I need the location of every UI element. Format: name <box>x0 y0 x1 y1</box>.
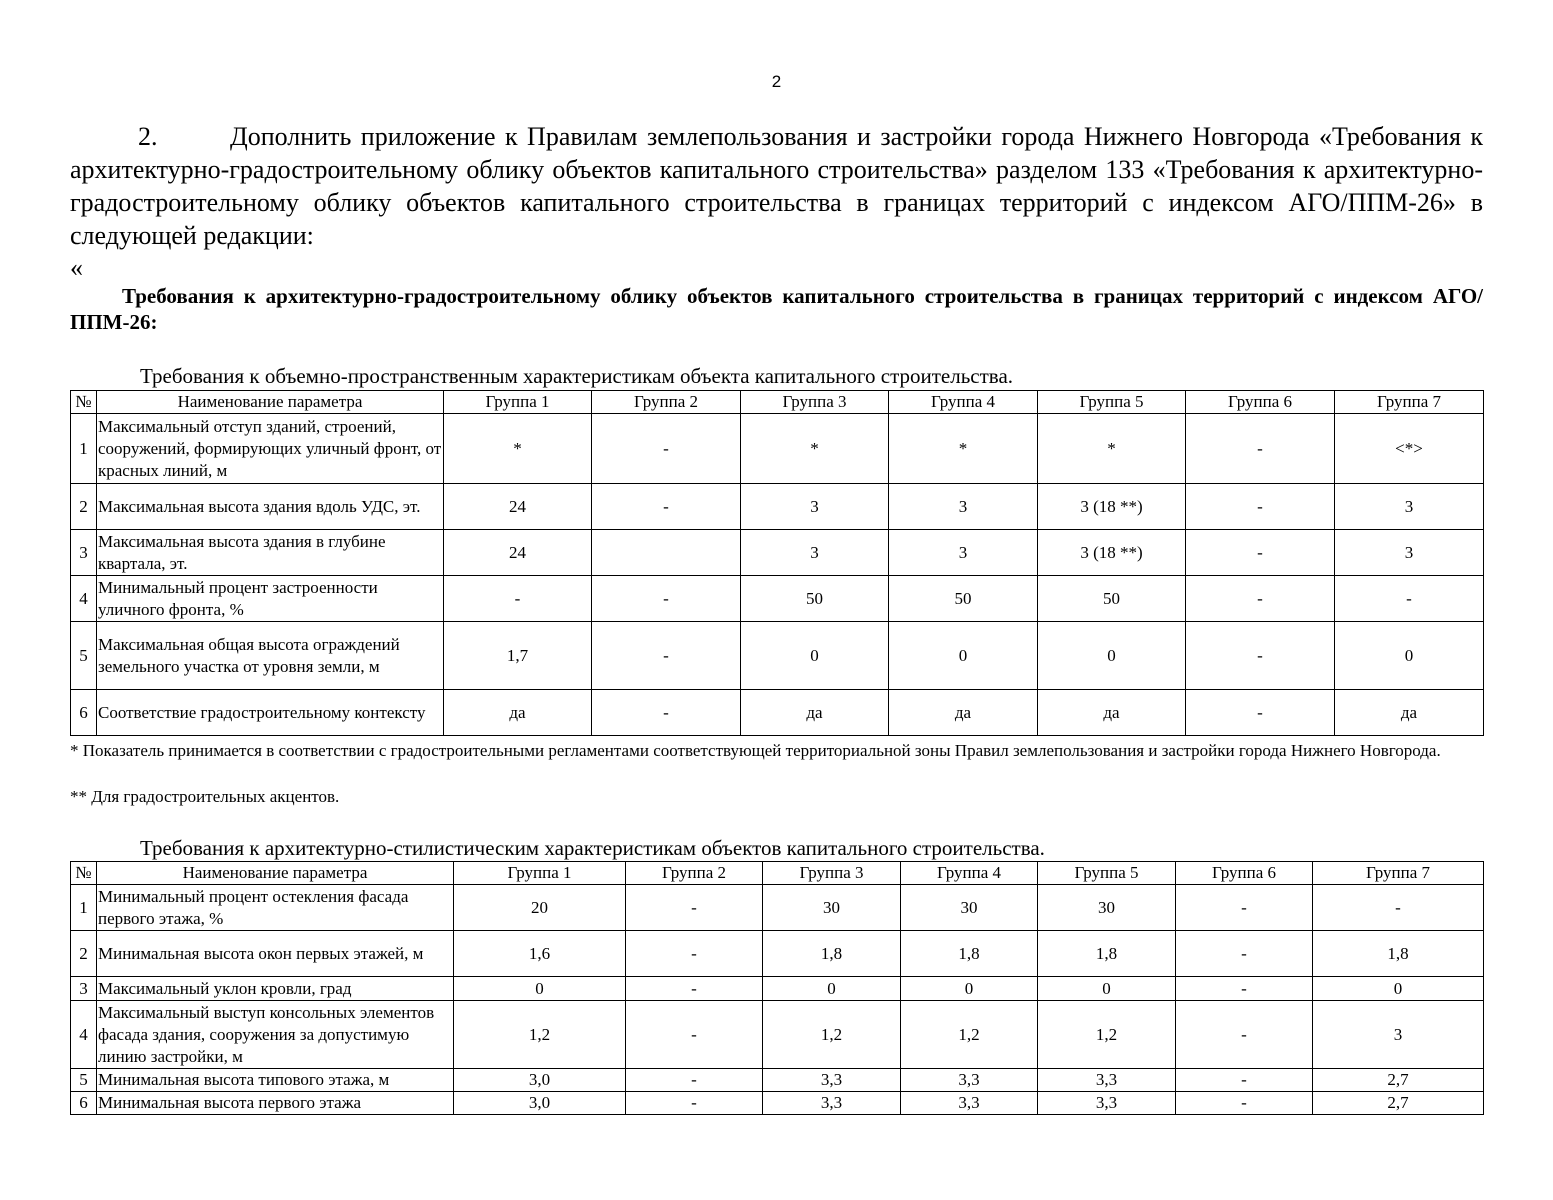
group6-value: - <box>1186 576 1335 622</box>
group5-value: 50 <box>1038 576 1186 622</box>
group1-value: 20 <box>454 885 626 931</box>
table1-volume-spatial <box>70 390 1484 736</box>
parameter-name: Максимальный отступ зданий, строений, сооружений, формирующих уличный фронт, от красных линий, м <box>97 414 444 484</box>
row-number: 2 <box>71 931 97 977</box>
table1-caption: Требования к объемно-пространственным характеристикам объекта капитального строительства. <box>140 364 1014 388</box>
group4-value: 0 <box>901 977 1038 1001</box>
group2-value: - <box>626 1092 763 1115</box>
table1-col-group1: Группа 1 <box>444 391 592 414</box>
opening-quote: « <box>70 253 83 282</box>
table1-header-row <box>71 391 1484 414</box>
group4-value: 1,2 <box>901 1001 1038 1069</box>
group1-value: 1,2 <box>454 1001 626 1069</box>
row-number: 4 <box>71 576 97 622</box>
table1-col-group2: Группа 2 <box>592 391 741 414</box>
footnote-double-star: ** Для градостроительных акцентов. <box>70 787 340 806</box>
row-number: 5 <box>71 622 97 690</box>
group2-value: - <box>592 622 741 690</box>
group7-value: 0 <box>1313 977 1484 1001</box>
group3-value: * <box>741 414 889 484</box>
group3-value: 50 <box>741 576 889 622</box>
group2-value: - <box>626 1001 763 1069</box>
row-number: 4 <box>71 1001 97 1069</box>
group3-value: 3 <box>741 530 889 576</box>
group1-value: 24 <box>444 484 592 530</box>
group7-value: 2,7 <box>1313 1092 1484 1115</box>
group5-value: да <box>1038 690 1186 736</box>
table-row <box>71 622 1484 690</box>
group7-value: - <box>1313 885 1484 931</box>
group7-value: 2,7 <box>1313 1069 1484 1092</box>
group3-value: 1,8 <box>763 931 901 977</box>
group1-value: - <box>444 576 592 622</box>
group2-value: - <box>626 931 763 977</box>
group4-value: 50 <box>889 576 1038 622</box>
group4-value: * <box>889 414 1038 484</box>
group4-value: 3 <box>889 530 1038 576</box>
group7-value: - <box>1335 576 1484 622</box>
group5-value: 3,3 <box>1038 1069 1176 1092</box>
table-row <box>71 1092 1484 1115</box>
row-number: 1 <box>71 885 97 931</box>
group4-value: 30 <box>901 885 1038 931</box>
parameter-name: Минимальная высота первого этажа <box>97 1092 454 1115</box>
parameter-name: Минимальная высота типового этажа, м <box>97 1069 454 1092</box>
row-number: 3 <box>71 530 97 576</box>
table1-col-group5: Группа 5 <box>1038 391 1186 414</box>
group7-value: <*> <box>1335 414 1484 484</box>
group5-value: 3 (18 **) <box>1038 484 1186 530</box>
group6-value: - <box>1176 977 1313 1001</box>
table2-col-group4: Группа 4 <box>901 862 1038 885</box>
group1-value: 0 <box>454 977 626 1001</box>
table-row <box>71 977 1484 1001</box>
intro-paragraph <box>70 120 1483 252</box>
group7-value: 0 <box>1335 622 1484 690</box>
table1-col-group6: Группа 6 <box>1186 391 1335 414</box>
group4-value: 3,3 <box>901 1069 1038 1092</box>
table1-col-group7: Группа 7 <box>1335 391 1484 414</box>
group2-value: - <box>626 977 763 1001</box>
table-row <box>71 1001 1484 1069</box>
group1-value: 3,0 <box>454 1092 626 1115</box>
table2-col-group5: Группа 5 <box>1038 862 1176 885</box>
group6-value: - <box>1186 622 1335 690</box>
group5-value: * <box>1038 414 1186 484</box>
group2-value: - <box>592 576 741 622</box>
group7-value: да <box>1335 690 1484 736</box>
row-number: 1 <box>71 414 97 484</box>
row-number: 6 <box>71 690 97 736</box>
table2-architectural-style <box>70 861 1484 1115</box>
parameter-name: Соответствие градостроительному контексту <box>97 690 444 736</box>
row-number: 2 <box>71 484 97 530</box>
group5-value: 0 <box>1038 977 1176 1001</box>
group4-value: 0 <box>889 622 1038 690</box>
parameter-name: Максимальный выступ консольных элементов фасада здания, сооружения за допустимую линию застройки, м <box>97 1001 454 1069</box>
table-row <box>71 885 1484 931</box>
group1-value: 1,7 <box>444 622 592 690</box>
parameter-name: Максимальная высота здания в глубине квартала, эт. <box>97 530 444 576</box>
row-number: 6 <box>71 1092 97 1115</box>
group6-value: - <box>1176 885 1313 931</box>
table-row <box>71 1069 1484 1092</box>
group2-value: - <box>626 885 763 931</box>
group6-value: - <box>1186 530 1335 576</box>
group3-value: 1,2 <box>763 1001 901 1069</box>
group3-value: 30 <box>763 885 901 931</box>
footnote-single-star: * Показатель принимается в соответствии с градостроительными регламентами соответствующей территориальной зоны Правил землепользования и застройки города Нижнего Новгорода. <box>70 741 1441 760</box>
group6-value: - <box>1176 1069 1313 1092</box>
group1-value: 3,0 <box>454 1069 626 1092</box>
section-heading: Требования к архитектурно-градостроительному облику объектов капитального строительства в границах территорий с индексом АГО/ППМ-26: <box>70 284 1483 334</box>
row-number: 3 <box>71 977 97 1001</box>
parameter-name: Максимальная общая высота ограждений земельного участка от уровня земли, м <box>97 622 444 690</box>
intro-text: Дополнить приложение к Правилам землепользования и застройки города Нижнего Новгорода «Требования к архитектурно-градостроительному облику объектов капитального строительства» разделом 133 «Требования к архитектурно-градостроительному облику объектов капитального строительства в границах территорий с индексом АГО/ППМ-26» в следующей редакции: <box>70 122 1483 250</box>
table1-col-number: № <box>71 391 97 414</box>
group3-value: 3 <box>741 484 889 530</box>
group6-value: - <box>1186 484 1335 530</box>
group6-value: - <box>1186 414 1335 484</box>
parameter-name: Максимальная высота здания вдоль УДС, эт. <box>97 484 444 530</box>
group2-value: - <box>626 1069 763 1092</box>
group1-value: 1,6 <box>454 931 626 977</box>
table-row <box>71 414 1484 484</box>
table-row <box>71 484 1484 530</box>
table1-col-group4: Группа 4 <box>889 391 1038 414</box>
group3-value: 3,3 <box>763 1092 901 1115</box>
intro-item-number: 2. <box>138 122 158 151</box>
group5-value: 30 <box>1038 885 1176 931</box>
group7-value: 3 <box>1335 484 1484 530</box>
group3-value: 3,3 <box>763 1069 901 1092</box>
table-row <box>71 690 1484 736</box>
group6-value: - <box>1176 931 1313 977</box>
table2-col-number: № <box>71 862 97 885</box>
parameter-name: Максимальный уклон кровли, град <box>97 977 454 1001</box>
parameter-name: Минимальный процент остекления фасада первого этажа, % <box>97 885 454 931</box>
table-row <box>71 931 1484 977</box>
table-row <box>71 530 1484 576</box>
group1-value: * <box>444 414 592 484</box>
group6-value: - <box>1176 1001 1313 1069</box>
parameter-name: Минимальная высота окон первых этажей, м <box>97 931 454 977</box>
group5-value: 1,8 <box>1038 931 1176 977</box>
table2-col-group2: Группа 2 <box>626 862 763 885</box>
table-row <box>71 576 1484 622</box>
group4-value: 3,3 <box>901 1092 1038 1115</box>
group2-value: - <box>592 690 741 736</box>
group1-value: да <box>444 690 592 736</box>
group3-value: 0 <box>741 622 889 690</box>
page-number: 2 <box>771 72 782 91</box>
group4-value: 3 <box>889 484 1038 530</box>
group5-value: 0 <box>1038 622 1186 690</box>
group6-value: - <box>1186 690 1335 736</box>
table2-col-group7: Группа 7 <box>1313 862 1484 885</box>
group7-value: 3 <box>1335 530 1484 576</box>
table1-col-group3: Группа 3 <box>741 391 889 414</box>
table2-col-parameter: Наименование параметра <box>97 862 454 885</box>
group5-value: 3,3 <box>1038 1092 1176 1115</box>
group4-value: да <box>889 690 1038 736</box>
group2-value: - <box>592 484 741 530</box>
group4-value: 1,8 <box>901 931 1038 977</box>
group5-value: 1,2 <box>1038 1001 1176 1069</box>
table1-col-parameter: Наименование параметра <box>97 391 444 414</box>
table2-col-group1: Группа 1 <box>454 862 626 885</box>
group2-value <box>592 530 741 576</box>
group6-value: - <box>1176 1092 1313 1115</box>
table2-col-group6: Группа 6 <box>1176 862 1313 885</box>
parameter-name: Минимальный процент застроенности уличного фронта, % <box>97 576 444 622</box>
group1-value: 24 <box>444 530 592 576</box>
table2-col-group3: Группа 3 <box>763 862 901 885</box>
table2-caption: Требования к архитектурно-стилистическим характеристикам объектов капитального строительства. <box>140 836 1045 860</box>
group7-value: 1,8 <box>1313 931 1484 977</box>
group2-value: - <box>592 414 741 484</box>
table2-header-row <box>71 862 1484 885</box>
row-number: 5 <box>71 1069 97 1092</box>
group5-value: 3 (18 **) <box>1038 530 1186 576</box>
group3-value: да <box>741 690 889 736</box>
group7-value: 3 <box>1313 1001 1484 1069</box>
group3-value: 0 <box>763 977 901 1001</box>
